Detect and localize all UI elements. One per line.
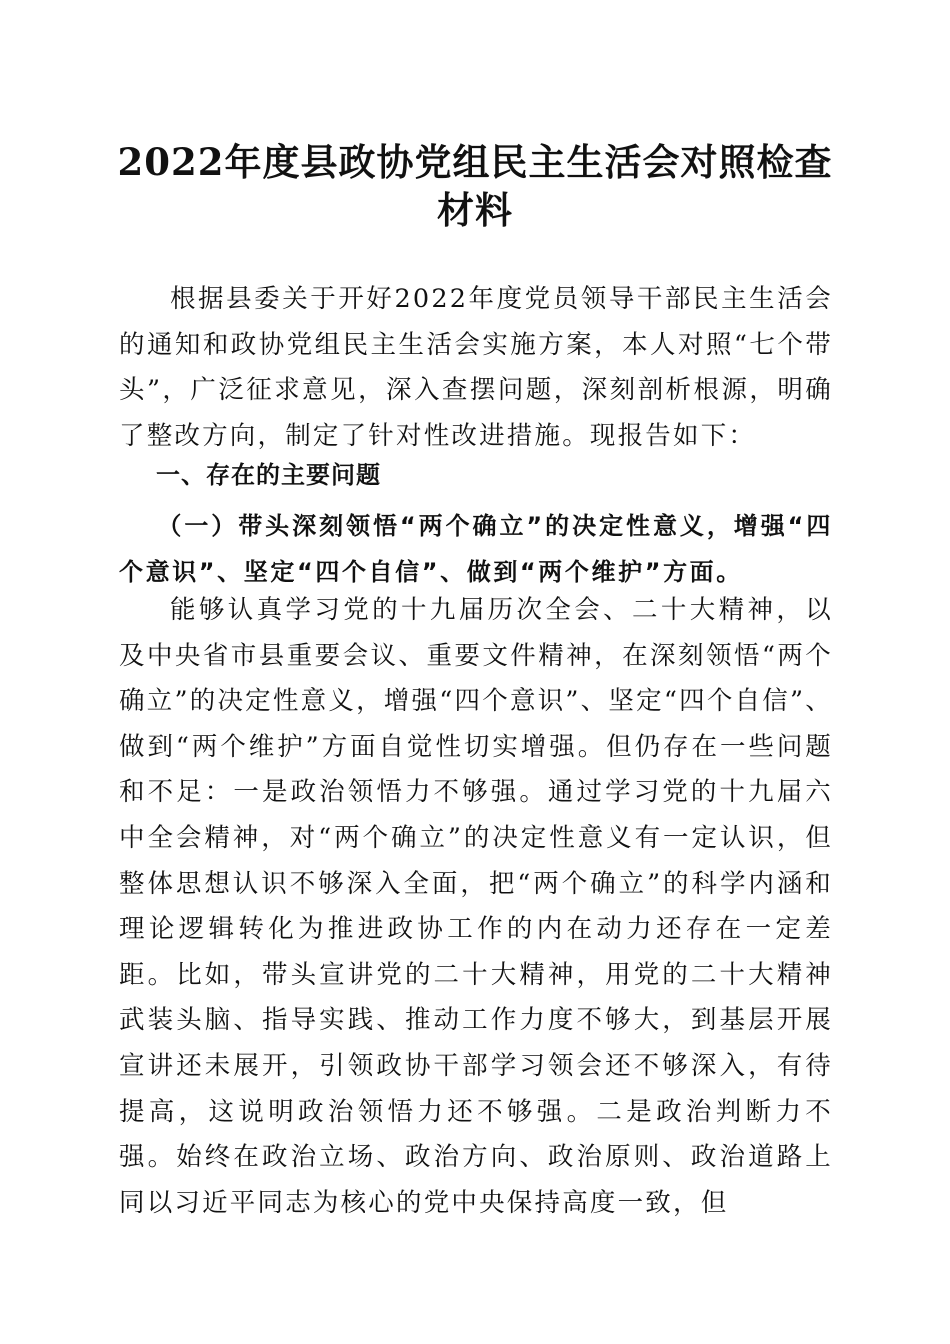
document-title: 2022年度县政协党组民主生活会对照检查材料 — [117, 140, 833, 232]
subsection-heading: （一）带头深刻领悟“两个确立”的决定性意义，增强“四个意识”、坚定“四个自信”、做到“两个维护”方面。 — [119, 512, 833, 586]
main-paragraph: 能够认真学习党的十九届历次全会、二十大精神，以及中央省市县重要会议、重要文件精神，在深刻领悟“两个确立”的决定性意义，增强“四个意识”、坚定“四个自信”、做到“两个维护”方面自觉性切实增强。但仍存在一些问题和不足：一是政治领悟力不够强。通过学习党的十九届六中全会精神，对“两个确立”的决定性意义有一定认识，但整体思想认识不够深入全面，把“两个确立”的科学内涵和理论逻辑转化为推进政协工作的内在动力还存在一定差距。比如，带头宣讲党的二十大精神，用党的二十大精神武装头脑、指导实践、推动工作力度不够大，到基层开展宣讲还未展开，引领政协干部学习领会还不够深入，有待提高，这说明政治领悟力还不够强。二是政治判断力不强。始终在政治立场、政治方向、政治原则、政治道路上同以习近平同志为核心的党中央保持高度一致，但 — [119, 595, 833, 1218]
intro-paragraph: 根据县委关于开好2022年度党员领导干部民主生活会的通知和政协党组民主生活会实施方案，本人对照“七个带头”，广泛征求意见，深入查摆问题，深刻剖析根源，明确了整改方向，制定了针对性改进措施。现报告如下： — [119, 284, 833, 451]
section-heading: 一、存在的主要问题 — [156, 461, 381, 489]
